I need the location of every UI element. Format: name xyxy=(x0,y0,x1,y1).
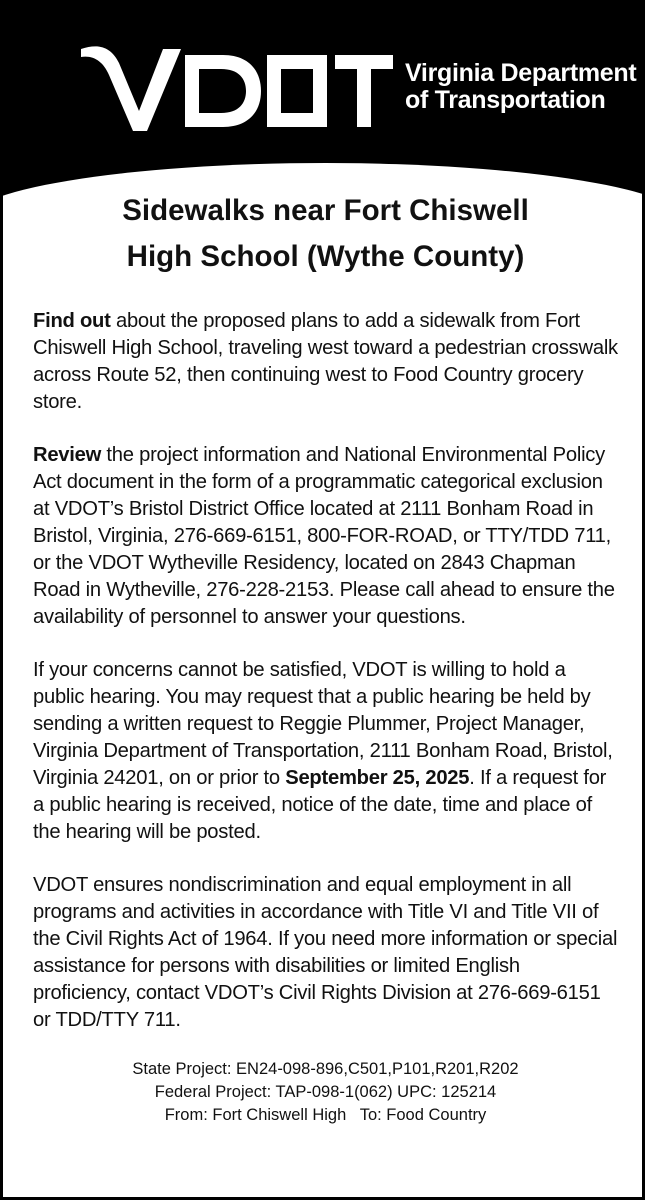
hearing-deadline-date: September 25, 2025 xyxy=(285,767,470,789)
project-from-to: From: Fort Chiswell High To: Food Country xyxy=(164,1106,487,1124)
vdot-logo-t xyxy=(335,41,395,133)
find-out-text: about the proposed plans to add a sidewalk from Fort Chiswell High School, traveling west toward a pedestrian crosswalk across Route 52, then continuing west to Food Country grocery store. xyxy=(33,310,618,413)
org-name-line1: Virginia Department xyxy=(405,59,637,87)
hearing-text-b: . If a request for a public hearing is received, notice of the date, time and place of the hearing will be posted. xyxy=(33,767,607,843)
paragraph-nondiscrimination xyxy=(33,872,618,1034)
page-title xyxy=(33,188,618,280)
hearing-text-a: If your concerns cannot be satisfied, VDOT is willing to hold a public hearing. You may request that a public hearing be held by sending a written request to Reggie Plummer, Project Manager, Virginia Department of Transportation, 2111 Bonham Road, Bristol, Virginia 24201, on or prior to xyxy=(33,659,613,789)
paragraph-review xyxy=(33,442,618,631)
paragraph-find-out xyxy=(33,308,618,416)
review-lead: Review xyxy=(33,444,102,466)
vdot-logo-mark xyxy=(81,41,341,133)
paragraph-public-hearing xyxy=(33,657,618,846)
notice-content xyxy=(33,188,618,1127)
review-text: the project information and National Environmental Policy Act document in the form of a programmatic categorical exclusion at VDOT’s Bristol District Office located at 2111 Bonham Road in Bristol, Virginia, 276-669-6151, 800-FOR-ROAD, or TTY/TDD 711, or the VDOT Wytheville Residency, located on 2843 Chapman Road in Wytheville, 276-228-2153. Please call ahead to ensure the availability of personnel to answer your questions. xyxy=(33,444,615,628)
nondiscrimination-text: VDOT ensures nondiscrimination and equal employment in all programs and activities in accordance with Title VI and Title VII of the Civil Rights Act of 1964. If you need more information or special assistance for persons with disabilities or limited English proficiency, contact VDOT’s Civil Rights Division at 276-669-6151 or TDD/TTY 711. xyxy=(33,874,618,1031)
federal-project: Federal Project: TAP-098-1(062) UPC: 125214 xyxy=(154,1083,497,1101)
title-line2: High School (Wythe County) xyxy=(126,240,525,273)
project-info xyxy=(33,1058,618,1127)
org-name xyxy=(405,60,636,114)
org-name-line2: of Transportation xyxy=(405,86,606,114)
title-line1: Sidewalks near Fort Chiswell xyxy=(122,194,529,227)
find-out-lead: Find out xyxy=(33,310,111,332)
state-project: State Project: EN24-098-896,C501,P101,R201,R202 xyxy=(132,1060,519,1078)
vdot-logo xyxy=(81,41,636,133)
